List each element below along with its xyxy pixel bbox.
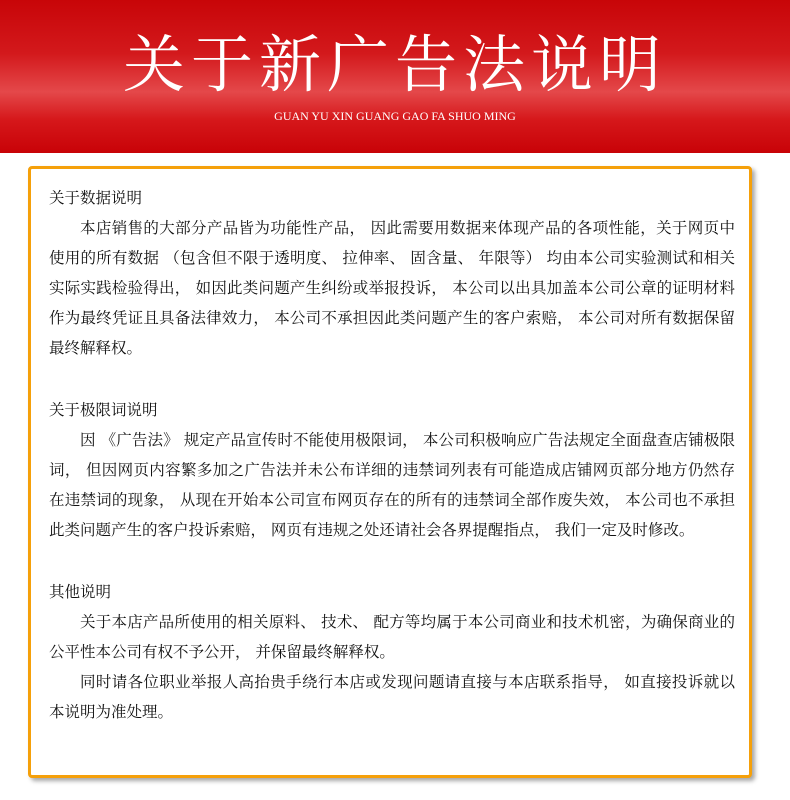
banner-title: 关于新广告法说明 [122, 28, 667, 101]
section-other [49, 577, 735, 727]
notice-box [28, 166, 752, 778]
notice-content [49, 183, 735, 759]
banner-subtitle: GUAN YU XIN GUANG GAO FA SHUO MING [274, 109, 516, 123]
section-title: 关于极限词说明 [49, 401, 158, 419]
section-paragraph: 同时请各位职业举报人高抬贵手绕行本店或发现问题请直接与本店联系指导， 如直接投诉就以本说明为准处理。 [49, 673, 735, 721]
section-paragraph: 关于本店产品所使用的相关原料、 技术、 配方等均属于本公司商业和技术机密，为确保商业的公平性本公司有权不予公开， 并保留最终解释权。 [49, 613, 735, 661]
section-superlative-words [49, 395, 735, 545]
section-title: 其他说明 [49, 583, 112, 601]
section-data-statement [49, 183, 735, 363]
header-banner [0, 0, 790, 153]
section-title: 关于数据说明 [49, 189, 143, 207]
section-paragraph: 因 《广告法》 规定产品宣传时不能使用极限词， 本公司积极响应广告法规定全面盘查店铺极限词， 但因网页内容繁多加之广告法并未公布详细的违禁词列表有可能造成店铺网页部分地方仍然存在违禁词的现象， 从现在开始本公司宣布网页存在的所有的违禁词全部作废失效， 本公司也不承担此类问题产生的客户投诉索赔， 网页有违规之处还请社会各界提醒指点， 我们一定及时修改。 [49, 431, 735, 539]
section-paragraph: 本店销售的大部分产品皆为功能性产品， 因此需要用数据来体现产品的各项性能，关于网页中使用的所有数据 （包含但不限于透明度、 拉伸率、 固含量、 年限等） 均由本公司实验测试和相关实际实践检验得出， 如因此类问题产生纠纷或举报投诉， 本公司以出具加盖本公司公章的证明材料作为最终凭证且具备法律效力， 本公司不承担因此类问题产生的客户索赔， 本公司对所有数据保留最终解释权。 [49, 219, 735, 357]
